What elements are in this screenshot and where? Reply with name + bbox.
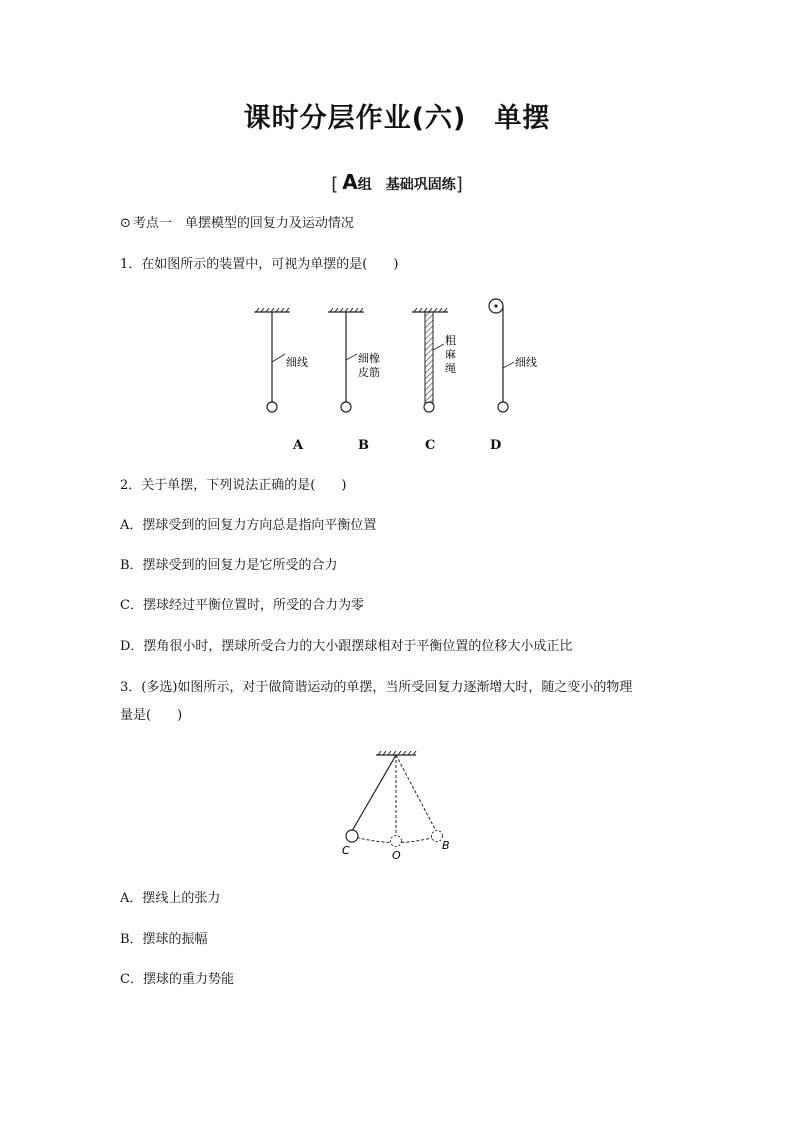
question-2-option-c: C．摆球经过平衡位置时，所受的合力为零 [120,598,364,613]
label-b-string-1: 细橡 [358,352,380,365]
question-3-stem-line-2: 量是( ) [120,708,183,723]
label-c-rope-1: 粗 [445,334,456,347]
section-text: 考点一 单摆模型的回复力及运动情况 [132,216,354,231]
figure-four-pendulums [240,292,560,422]
pendulum-b [328,308,380,412]
group-name: 基础巩固练 [385,177,456,193]
caption-a: A [293,438,304,453]
pendulum-a [254,308,308,412]
bracket-left: [ [331,174,339,195]
group-label: 组 [357,177,372,193]
bracket-right: ] [455,174,463,195]
question-3-stem-line-1: 3．(多选)如图所示，对于做简谐运动的单摆，当所受回复力逐渐增大时，随之变小的物理 [120,680,633,695]
figure-swinging-pendulum [330,745,470,865]
section-heading [120,214,354,234]
label-d-string: 细线 [515,356,537,369]
question-2-stem: 2．关于单摆，下列说法正确的是( ) [120,478,347,493]
group-heading [0,170,794,195]
label-a-string: 细线 [286,356,308,369]
group-letter: A [342,170,358,194]
label-b-string-2: 皮筋 [358,366,380,379]
label-c-rope-2: 麻 [445,348,456,361]
label-b-point: B [442,839,450,852]
caption-b: B [358,438,369,453]
caption-c: C [425,438,436,453]
question-3-option-c: C．摆球的重力势能 [120,972,234,987]
question-2-option-a: A．摆球受到的回复力方向总是指向平衡位置 [120,518,377,533]
target-icon: ⊙ [120,216,131,231]
page-title: 课时分层作业(六) 单摆 [243,103,551,134]
question-1-stem: 1．在如图所示的装置中，可视为单摆的是( ) [120,257,399,272]
label-o-point: O [392,849,401,862]
question-3-option-a: A．摆线上的张力 [120,891,221,906]
question-2-option-d: D．摆角很小时，摆球所受合力的大小跟摆球相对于平衡位置的位移大小成正比 [120,639,573,654]
caption-d: D [490,438,502,453]
label-c-point: C [342,844,350,857]
pendulum-d [489,299,537,412]
pendulum-c [412,308,456,412]
question-3-option-b: B．摆球的振幅 [120,932,208,947]
label-c-rope-3: 绳 [445,362,456,375]
question-2-option-b: B．摆球受到的回复力是它所受的合力 [120,558,338,573]
